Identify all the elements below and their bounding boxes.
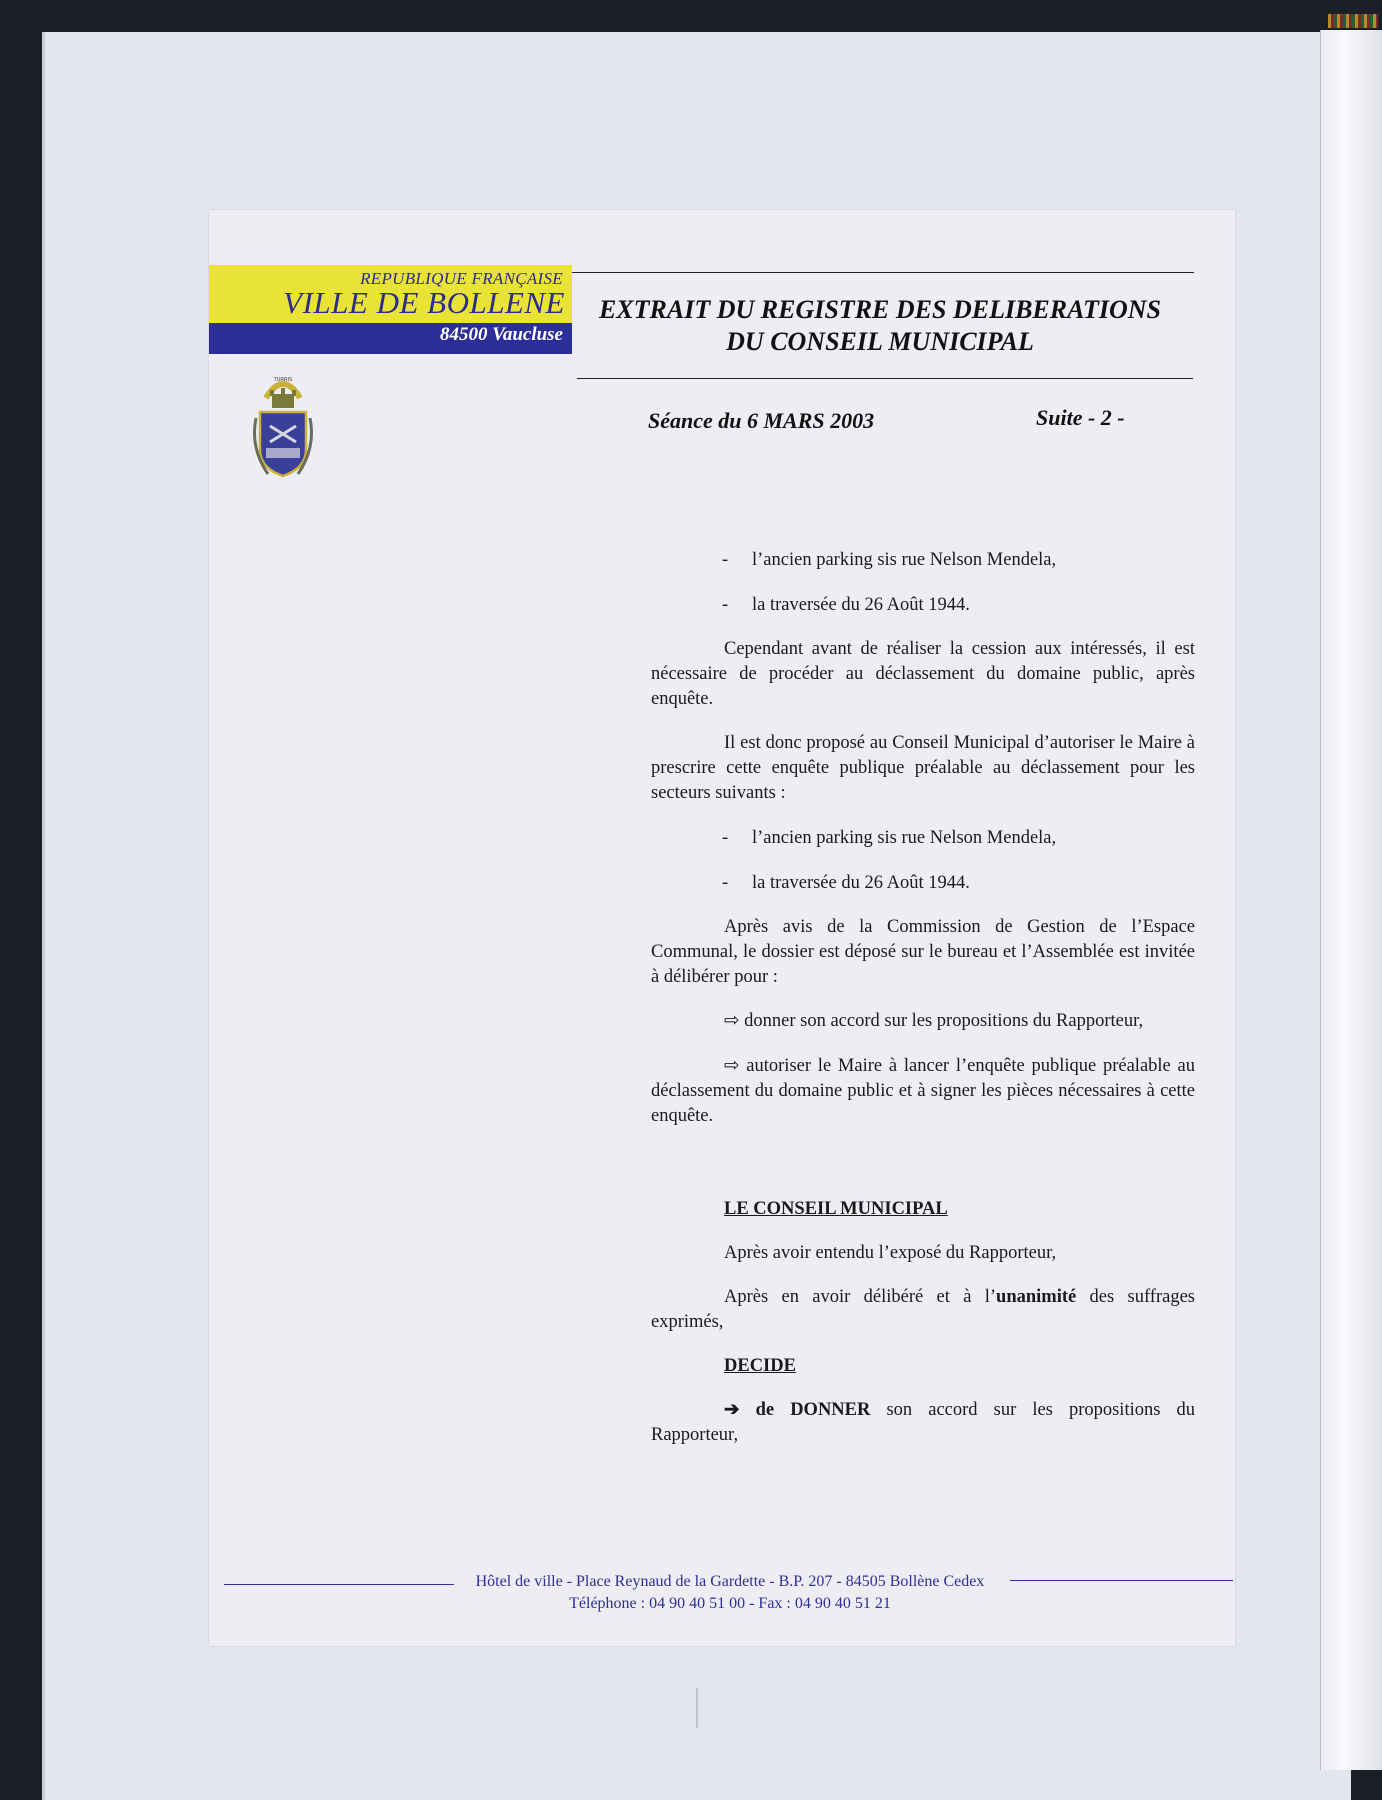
city-crest-icon bbox=[248, 368, 318, 488]
list-item: - la traversée du 26 Août 1944. bbox=[722, 873, 970, 893]
list-item: - la traversée du 26 Août 1944. bbox=[722, 595, 970, 615]
binder-spine bbox=[1328, 14, 1378, 28]
page-crease bbox=[696, 1688, 698, 1728]
list-item: - l’ancien parking sis rue Nelson Mendela, bbox=[722, 828, 1057, 848]
paragraph: Après avoir entendu l’exposé du Rapporteur, bbox=[724, 1243, 1057, 1263]
footer-rule-right bbox=[1010, 1580, 1233, 1581]
proposal-point: ⇨ autoriser le Maire à lancer l’enquête publique préalable au déclassement du domaine public et à signer les pièces nécessaires à cette enquête. bbox=[651, 1056, 1195, 1126]
hollow-arrow-icon: ⇨ bbox=[724, 1056, 740, 1076]
next-page-edge bbox=[1320, 30, 1382, 1770]
footer-address: Hôtel de ville - Place Reynaud de la Gardette - B.P. 207 - 84505 Bollène Cedex bbox=[475, 1573, 985, 1590]
title-line-2: DU CONSEIL MUNICIPAL bbox=[726, 327, 1034, 356]
unanimity-word: unanimité bbox=[996, 1287, 1077, 1307]
republique-label: REPUBLIQUE FRANÇAISE bbox=[360, 269, 563, 288]
document-title bbox=[580, 294, 1180, 358]
footer-rule-left bbox=[224, 1584, 454, 1585]
decision-item: ➔ de DONNER son accord sur les propositions du Rapporteur, bbox=[651, 1400, 1196, 1445]
session-date: Séance du 6 MARS 2003 bbox=[648, 408, 875, 433]
title-line-1: EXTRAIT DU REGISTRE DES DELIBERATIONS bbox=[598, 295, 1162, 324]
department-label: 84500 Vaucluse bbox=[440, 324, 563, 345]
letterhead-footer bbox=[440, 1571, 1020, 1615]
paragraph: Il est donc proposé au Conseil Municipal d’autoriser le Maire à prescrire cette enquête publique préalable au déclassement pour les secteurs suivants : bbox=[651, 733, 1195, 803]
paragraph: Après avis de la Commission de Gestion de l’Espace Communal, le dossier est déposé sur le bureau et l’Assemblée est invitée à délibérer pour : bbox=[651, 917, 1195, 987]
paragraph: Après en avoir délibéré et à l’unanimité des suffrages exprimés, bbox=[651, 1287, 1195, 1332]
solid-arrow-icon: ➔ bbox=[724, 1400, 740, 1420]
proposal-point: ⇨ donner son accord sur les propositions du Rapporteur, bbox=[724, 1011, 1144, 1031]
conseil-heading: LE CONSEIL MUNICIPAL bbox=[724, 1199, 948, 1219]
list-item: - l’ancien parking sis rue Nelson Mendela, bbox=[722, 550, 1057, 570]
hollow-arrow-icon: ⇨ bbox=[724, 1011, 740, 1031]
decide-heading: DECIDE bbox=[724, 1356, 796, 1376]
title-top-rule bbox=[572, 272, 1194, 273]
footer-phone: Téléphone : 04 90 40 51 00 - Fax : 04 90 40 51 21 bbox=[569, 1595, 891, 1612]
crest-motto: TURRIS bbox=[273, 377, 293, 383]
page-indicator: Suite - 2 - bbox=[1036, 405, 1125, 430]
paragraph: Cependant avant de réaliser la cession aux intéressés, il est nécessaire de procéder au déclassement du domaine public, après enquête. bbox=[651, 639, 1195, 709]
title-bottom-rule bbox=[577, 378, 1193, 379]
city-name: VILLE DE BOLLENE bbox=[283, 285, 565, 320]
decision-verb: de DONNER bbox=[755, 1400, 871, 1420]
deliberation-body bbox=[651, 548, 1195, 1448]
